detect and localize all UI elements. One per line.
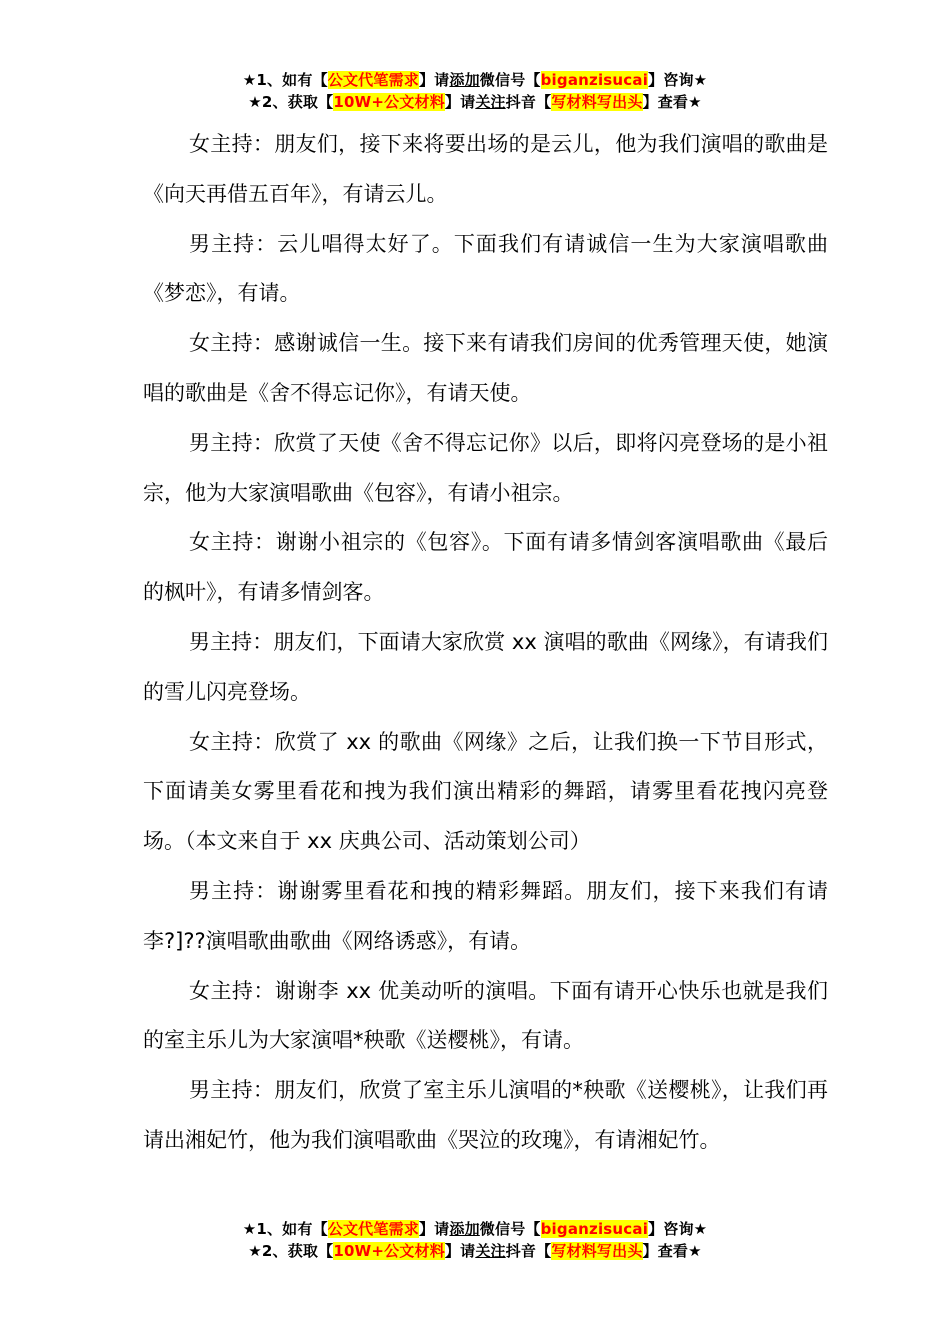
banner-text: 】请	[418, 71, 450, 89]
banner-underlined: 添加	[449, 1220, 480, 1238]
paragraph: 男主持：云儿唱得太好了。下面我们有请诚信一生为大家演唱歌曲《梦恋》，有请。	[143, 231, 828, 306]
header-banner	[0, 69, 950, 113]
highlight-wechat-id: biganzisucai	[540, 71, 649, 89]
highlight-douyin: 写材料写出头	[551, 1242, 643, 1260]
banner-text: 】咨询★	[648, 1220, 708, 1238]
paragraph: 男主持：朋友们，下面请大家欣赏 xx 演唱的歌曲《网缘》，有请我们的雪儿闪亮登场。	[143, 629, 828, 704]
banner-line-1	[0, 69, 950, 91]
banner-text: 】请	[444, 1242, 476, 1260]
banner-underlined: 关注	[475, 93, 506, 111]
paragraph: 男主持：朋友们，欣赏了室主乐儿演唱的*秧歌《送樱桃》，让我们再请出湘妃竹，他为我们演唱歌曲《哭泣的玫瑰》，有请湘妃竹。	[143, 1078, 828, 1152]
highlight-wechat-id: biganzisucai	[540, 1220, 649, 1238]
banner-text: ★1、如有【	[242, 71, 328, 89]
highlight-materials: 10W+公文材料	[333, 1242, 445, 1260]
banner-line-1	[0, 1218, 950, 1240]
paragraph: 女主持：谢谢小祖宗的《包容》。下面有请多情剑客演唱歌曲《最后的枫叶》，有请多情剑客。	[143, 530, 828, 605]
banner-text: 】请	[418, 1220, 450, 1238]
highlight-materials: 10W+公文材料	[333, 93, 445, 111]
highlight-douyin: 写材料写出头	[551, 93, 643, 111]
banner-text: ★2、获取【	[248, 1242, 334, 1260]
banner-underlined: 添加	[449, 71, 480, 89]
paragraph: 女主持：朋友们，接下来将要出场的是云儿，他为我们演唱的歌曲是《向天再借五百年》，有请云儿。	[143, 132, 828, 206]
banner-text: 】查看★	[642, 93, 702, 111]
banner-text: 】请	[444, 93, 476, 111]
paragraph: 女主持：谢谢李 xx 优美动听的演唱。下面有请开心快乐也就是我们的室主乐儿为大家演唱*秧歌《送樱桃》，有请。	[143, 978, 828, 1053]
footer-banner	[0, 1218, 950, 1262]
highlight-ghostwriting: 公文代笔需求	[327, 71, 419, 89]
banner-line-2	[0, 1240, 950, 1262]
banner-text: ★1、如有【	[242, 1220, 328, 1238]
paragraph: 男主持：欣赏了天使《舍不得忘记你》以后，即将闪亮登场的是小祖宗，他为大家演唱歌曲《包容》，有请小祖宗。	[143, 430, 828, 505]
highlight-ghostwriting: 公文代笔需求	[327, 1220, 419, 1238]
banner-text: 抖音【	[505, 1242, 552, 1260]
banner-underlined: 关注	[475, 1242, 506, 1260]
banner-text: ★2、获取【	[248, 93, 334, 111]
banner-line-2	[0, 91, 950, 113]
banner-text: 抖音【	[505, 93, 552, 111]
paragraph: 女主持：欣赏了 xx 的歌曲《网缘》之后，让我们换一下节目形式，下面请美女雾里看花和拽为我们演出精彩的舞蹈，请雾里看花拽闪亮登场。（本文来自于 xx 庆典公司、活动策划公司）	[143, 729, 828, 854]
banner-text: 】咨询★	[648, 71, 708, 89]
paragraph: 男主持：谢谢雾里看花和拽的精彩舞蹈。朋友们，接下来我们有请李?]??演唱歌曲歌曲《网络诱惑》，有请。	[143, 878, 828, 953]
banner-text: 微信号【	[479, 71, 541, 89]
banner-text: 】查看★	[642, 1242, 702, 1260]
paragraph: 女主持：感谢诚信一生。接下来有请我们房间的优秀管理天使，她演唱的歌曲是《舍不得忘记你》，有请天使。	[143, 331, 828, 405]
banner-text: 微信号【	[479, 1220, 541, 1238]
document-body	[143, 120, 828, 1166]
